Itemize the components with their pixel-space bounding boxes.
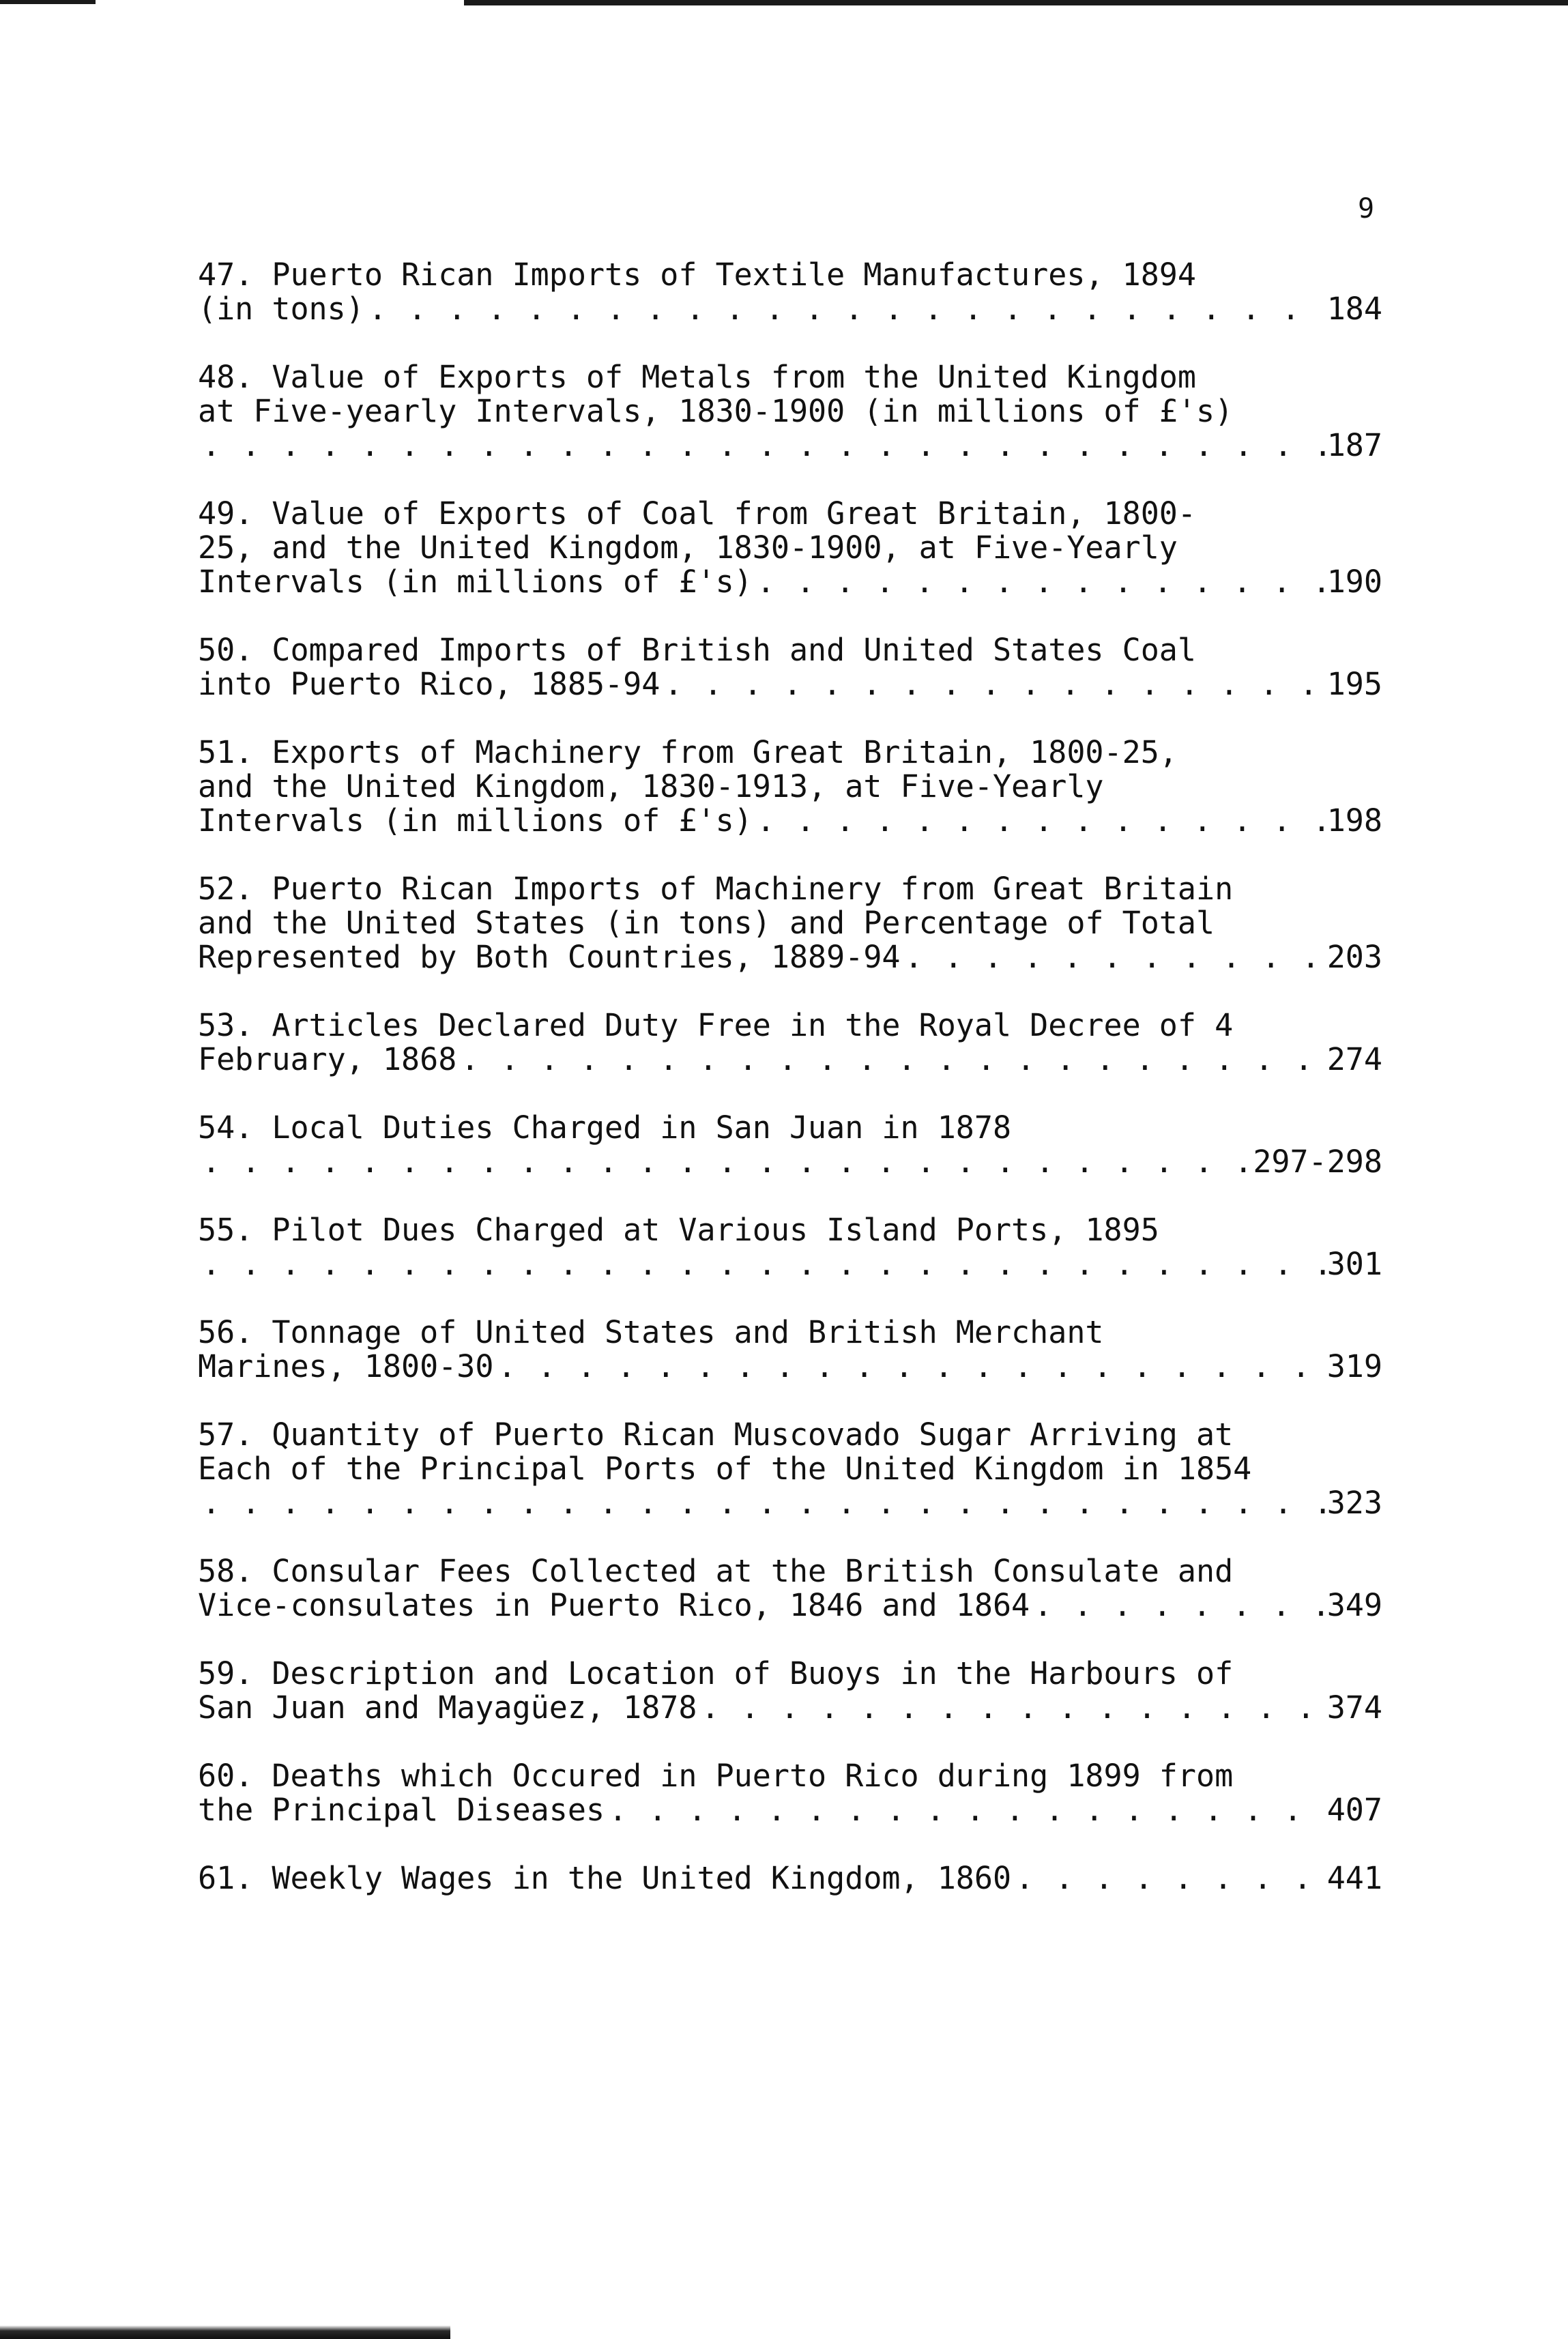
toc-entry-line: and the United States (in tons) and Percentage of Total [198,905,1215,941]
toc-page-number: 190 [1326,564,1382,600]
dot-leader [493,1350,1326,1384]
toc-entry [198,1861,1382,1895]
toc-entry-line: 51. Exports of Machinery from Great Britain, 1800-25, [198,734,1178,770]
toc-entry-line: 50. Compared Imports of British and United States Coal [198,632,1196,668]
dot-leader [456,1043,1326,1077]
toc-entry [198,1213,1382,1281]
toc-entry-title-end: San Juan and Mayagüez, 1878 [198,1689,697,1726]
toc-entry [198,1554,1382,1623]
toc-entry-line: 25, and the United Kingdom, 1830-1900, at Five-Yearly [198,529,1178,566]
toc-entry-last-line [198,804,1382,838]
toc-entry-line: and the United Kingdom, 1830-1913, at Five-Yearly [198,768,1104,804]
toc-page-number: 187 [1326,427,1382,463]
toc-entry-line: 53. Articles Declared Duty Free in the Royal Decree of 4 [198,1007,1234,1043]
toc-entry [198,1418,1382,1520]
toc-entry-line: 55. Pilot Dues Charged at Various Island Ports, 1895 [198,1212,1159,1248]
dot-leader [1011,1861,1327,1895]
toc-entry-title-end: February, 1868 [198,1041,457,1077]
toc-entry [198,1008,1382,1077]
scan-edge-top-left [0,0,96,4]
toc-entry-line: 52. Puerto Rican Imports of Machinery from Great Britain [198,871,1234,907]
toc-page-number: 441 [1326,1860,1382,1896]
toc-entry-title-end: (in tons) [198,291,364,327]
toc-entry [198,1759,1382,1827]
toc-entry-line: at Five-yearly Intervals, 1830-1900 (in millions of £'s) [198,393,1234,429]
toc-page-number: 203 [1326,939,1382,975]
dot-leader [198,1486,1327,1520]
toc-page-number: 195 [1326,666,1382,702]
dot-leader [364,292,1327,326]
toc-entry-line: 58. Consular Fees Collected at the British Consulate and [198,1553,1234,1589]
page-number: 9 [1358,193,1375,224]
toc-entry-line: 56. Tonnage of United States and British Merchant [198,1314,1104,1350]
toc-page-number: 407 [1326,1792,1382,1828]
toc-entry-last-line [198,292,1382,326]
dot-leader [901,940,1327,974]
toc-entry-line: 57. Quantity of Puerto Rican Muscovado Sugar Arriving at [198,1417,1234,1453]
toc-entry [198,360,1382,463]
toc-page-number: 184 [1326,291,1382,327]
toc-entry-line: 54. Local Duties Charged in San Juan in 1878 [198,1109,1012,1146]
toc-entry-last-line [198,565,1382,599]
toc-entry [198,1657,1382,1725]
toc-entry-title-end: Intervals (in millions of £'s) [198,802,753,839]
toc-entry-last-line [198,1588,1382,1623]
dot-leader [753,804,1327,838]
toc-entry-line: 48. Value of Exports of Metals from the United Kingdom [198,359,1196,395]
toc-entry-title-end: Intervals (in millions of £'s) [198,564,753,600]
dot-leader [198,1247,1327,1281]
toc-entry-last-line [198,1793,1382,1827]
toc-entry-title-end: the Principal Diseases [198,1792,605,1828]
toc-entry-line: 59. Description and Location of Buoys in the Harbours of [198,1655,1234,1691]
toc-entry-last-line [198,1486,1382,1520]
toc-entry-title-end: Marines, 1800-30 [198,1348,494,1384]
dot-leader [660,667,1326,701]
toc-entry-line: 47. Puerto Rican Imports of Textile Manufactures, 1894 [198,257,1196,293]
toc-entry-title-end: Represented by Both Countries, 1889-94 [198,939,901,975]
toc-entry-title-end: Vice-consulates in Puerto Rico, 1846 and 1864 [198,1587,1030,1623]
toc-entry [198,1316,1382,1384]
scan-edge-bottom [0,2325,450,2339]
scan-edge-top [464,0,1568,5]
toc-page-number: 274 [1326,1041,1382,1077]
toc-page-number: 301 [1326,1246,1382,1282]
toc-entry-title-end: 61. Weekly Wages in the United Kingdom, 1860 [198,1860,1012,1896]
toc-entry-last-line [198,667,1382,701]
toc-entry-last-line [198,1247,1382,1281]
toc-entry [198,633,1382,701]
toc-entry-line: 49. Value of Exports of Coal from Great Britain, 1800- [198,495,1196,532]
toc-entry-title-end: into Puerto Rico, 1885-94 [198,666,660,702]
toc-page-number: 349 [1326,1587,1382,1623]
dot-leader [697,1691,1327,1725]
dot-leader [753,565,1327,599]
toc-entry-line: Each of the Principal Ports of the United Kingdom in 1854 [198,1451,1252,1487]
toc-page-number: 198 [1326,802,1382,839]
dot-leader [198,1145,1253,1179]
dot-leader [198,428,1327,463]
toc-entry-line: 60. Deaths which Occured in Puerto Rico during 1899 from [198,1758,1234,1794]
toc-entry-last-line [198,1861,1382,1895]
toc-entry-last-line [198,428,1382,463]
toc-entry-last-line [198,1350,1382,1384]
toc-entry-last-line [198,940,1382,974]
toc-entry [198,872,1382,974]
toc-entry-last-line [198,1145,1382,1179]
toc-page-number: 374 [1326,1689,1382,1726]
toc-page-number: 297-298 [1253,1144,1382,1180]
toc-entry [198,258,1382,326]
toc-entry-last-line [198,1691,1382,1725]
list-of-tables [198,258,1382,1930]
toc-page-number: 319 [1326,1348,1382,1384]
toc-page-number: 323 [1326,1485,1382,1521]
toc-entry-last-line [198,1043,1382,1077]
toc-entry [198,736,1382,838]
toc-entry [198,497,1382,599]
dot-leader [1030,1588,1327,1623]
toc-entry [198,1111,1382,1179]
dot-leader [605,1793,1327,1827]
